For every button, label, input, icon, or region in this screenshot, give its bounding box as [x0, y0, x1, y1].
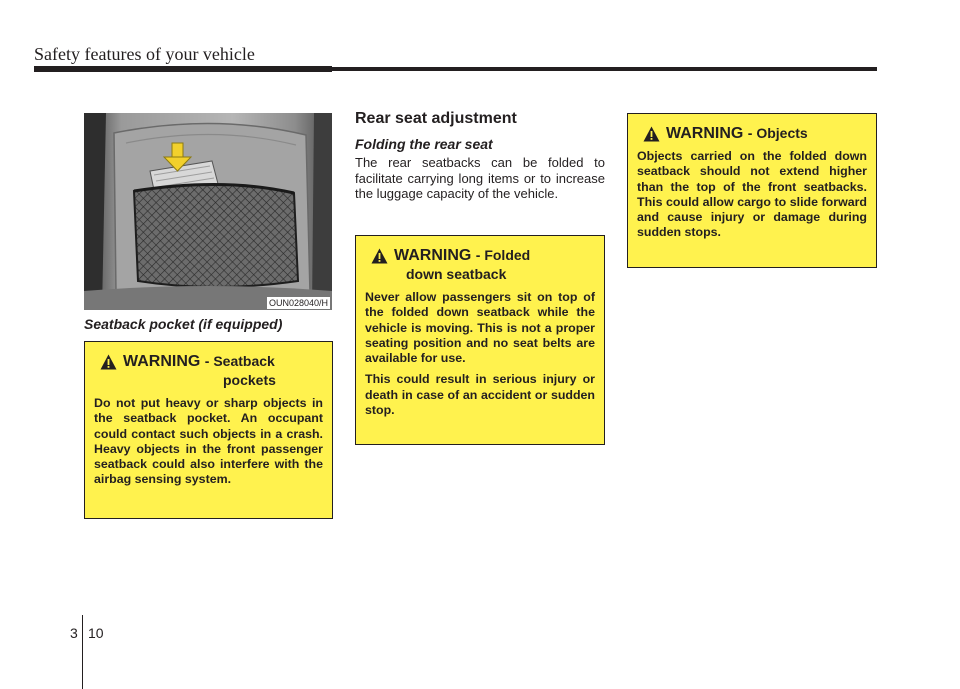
- warning-subject: - Objects: [747, 125, 808, 141]
- warning-title: [666, 124, 808, 143]
- warning-triangle-icon: [100, 354, 117, 370]
- figure-code: OUN028040/H: [268, 298, 328, 308]
- warning-title: [123, 352, 276, 390]
- page-number: 10: [88, 625, 104, 641]
- warning-subject-cont: down seatback: [406, 266, 507, 282]
- warning-label: WARNING: [666, 125, 744, 142]
- warning-subject: - Seatback: [204, 353, 275, 369]
- warning-box-folded-down-seatback: [355, 235, 605, 445]
- warning-header: [365, 246, 595, 284]
- warning-paragraph: Objects carried on the folded down seatback should not extend higher than the top of the front seatbacks. This could allow cargo to slide forward and cause injury or damage during sudden stops.: [637, 149, 867, 240]
- warning-header: [637, 124, 867, 143]
- warning-box-objects: [627, 113, 877, 268]
- warning-paragraph: Do not put heavy or sharp objects in the seatback pocket. An occupant could contact such objects in a crash. Heavy objects in the front passenger seatback could also interfere with the airbag sensing system.: [94, 396, 323, 487]
- section-title: Rear seat adjustment: [355, 110, 517, 127]
- section-subtitle: Folding the rear seat: [355, 136, 493, 152]
- warning-title: [394, 246, 530, 284]
- chapter-number: 3: [70, 625, 78, 641]
- header-rule-accent: [34, 66, 332, 72]
- warning-paragraph: Never allow passengers sit on top of the folded down seatback while the vehicle is moving. This is not a proper seating position and no seat belts are available for use.: [365, 290, 595, 366]
- warning-subject: - Folded: [475, 247, 531, 263]
- warning-header: [94, 352, 323, 390]
- warning-paragraph: This could result in serious injury or death in case of an accident or sudden stop.: [365, 372, 595, 418]
- footer-divider: [82, 615, 83, 689]
- warning-triangle-icon: [643, 126, 660, 142]
- warning-box-seatback-pockets: [84, 341, 333, 519]
- warning-triangle-icon: [371, 248, 388, 264]
- figure-caption: Seatback pocket (if equipped): [84, 316, 283, 332]
- seatback-pocket-illustration: [84, 113, 332, 310]
- warning-label: WARNING: [123, 353, 201, 370]
- header-title: Safety features of your vehicle: [34, 44, 255, 64]
- section-body: The rear seatbacks can be folded to facilitate carrying long items or to increase the luggage capacity of the vehicle.: [355, 155, 605, 201]
- warning-subject-cont: pockets: [223, 372, 276, 388]
- warning-label: WARNING: [394, 247, 472, 264]
